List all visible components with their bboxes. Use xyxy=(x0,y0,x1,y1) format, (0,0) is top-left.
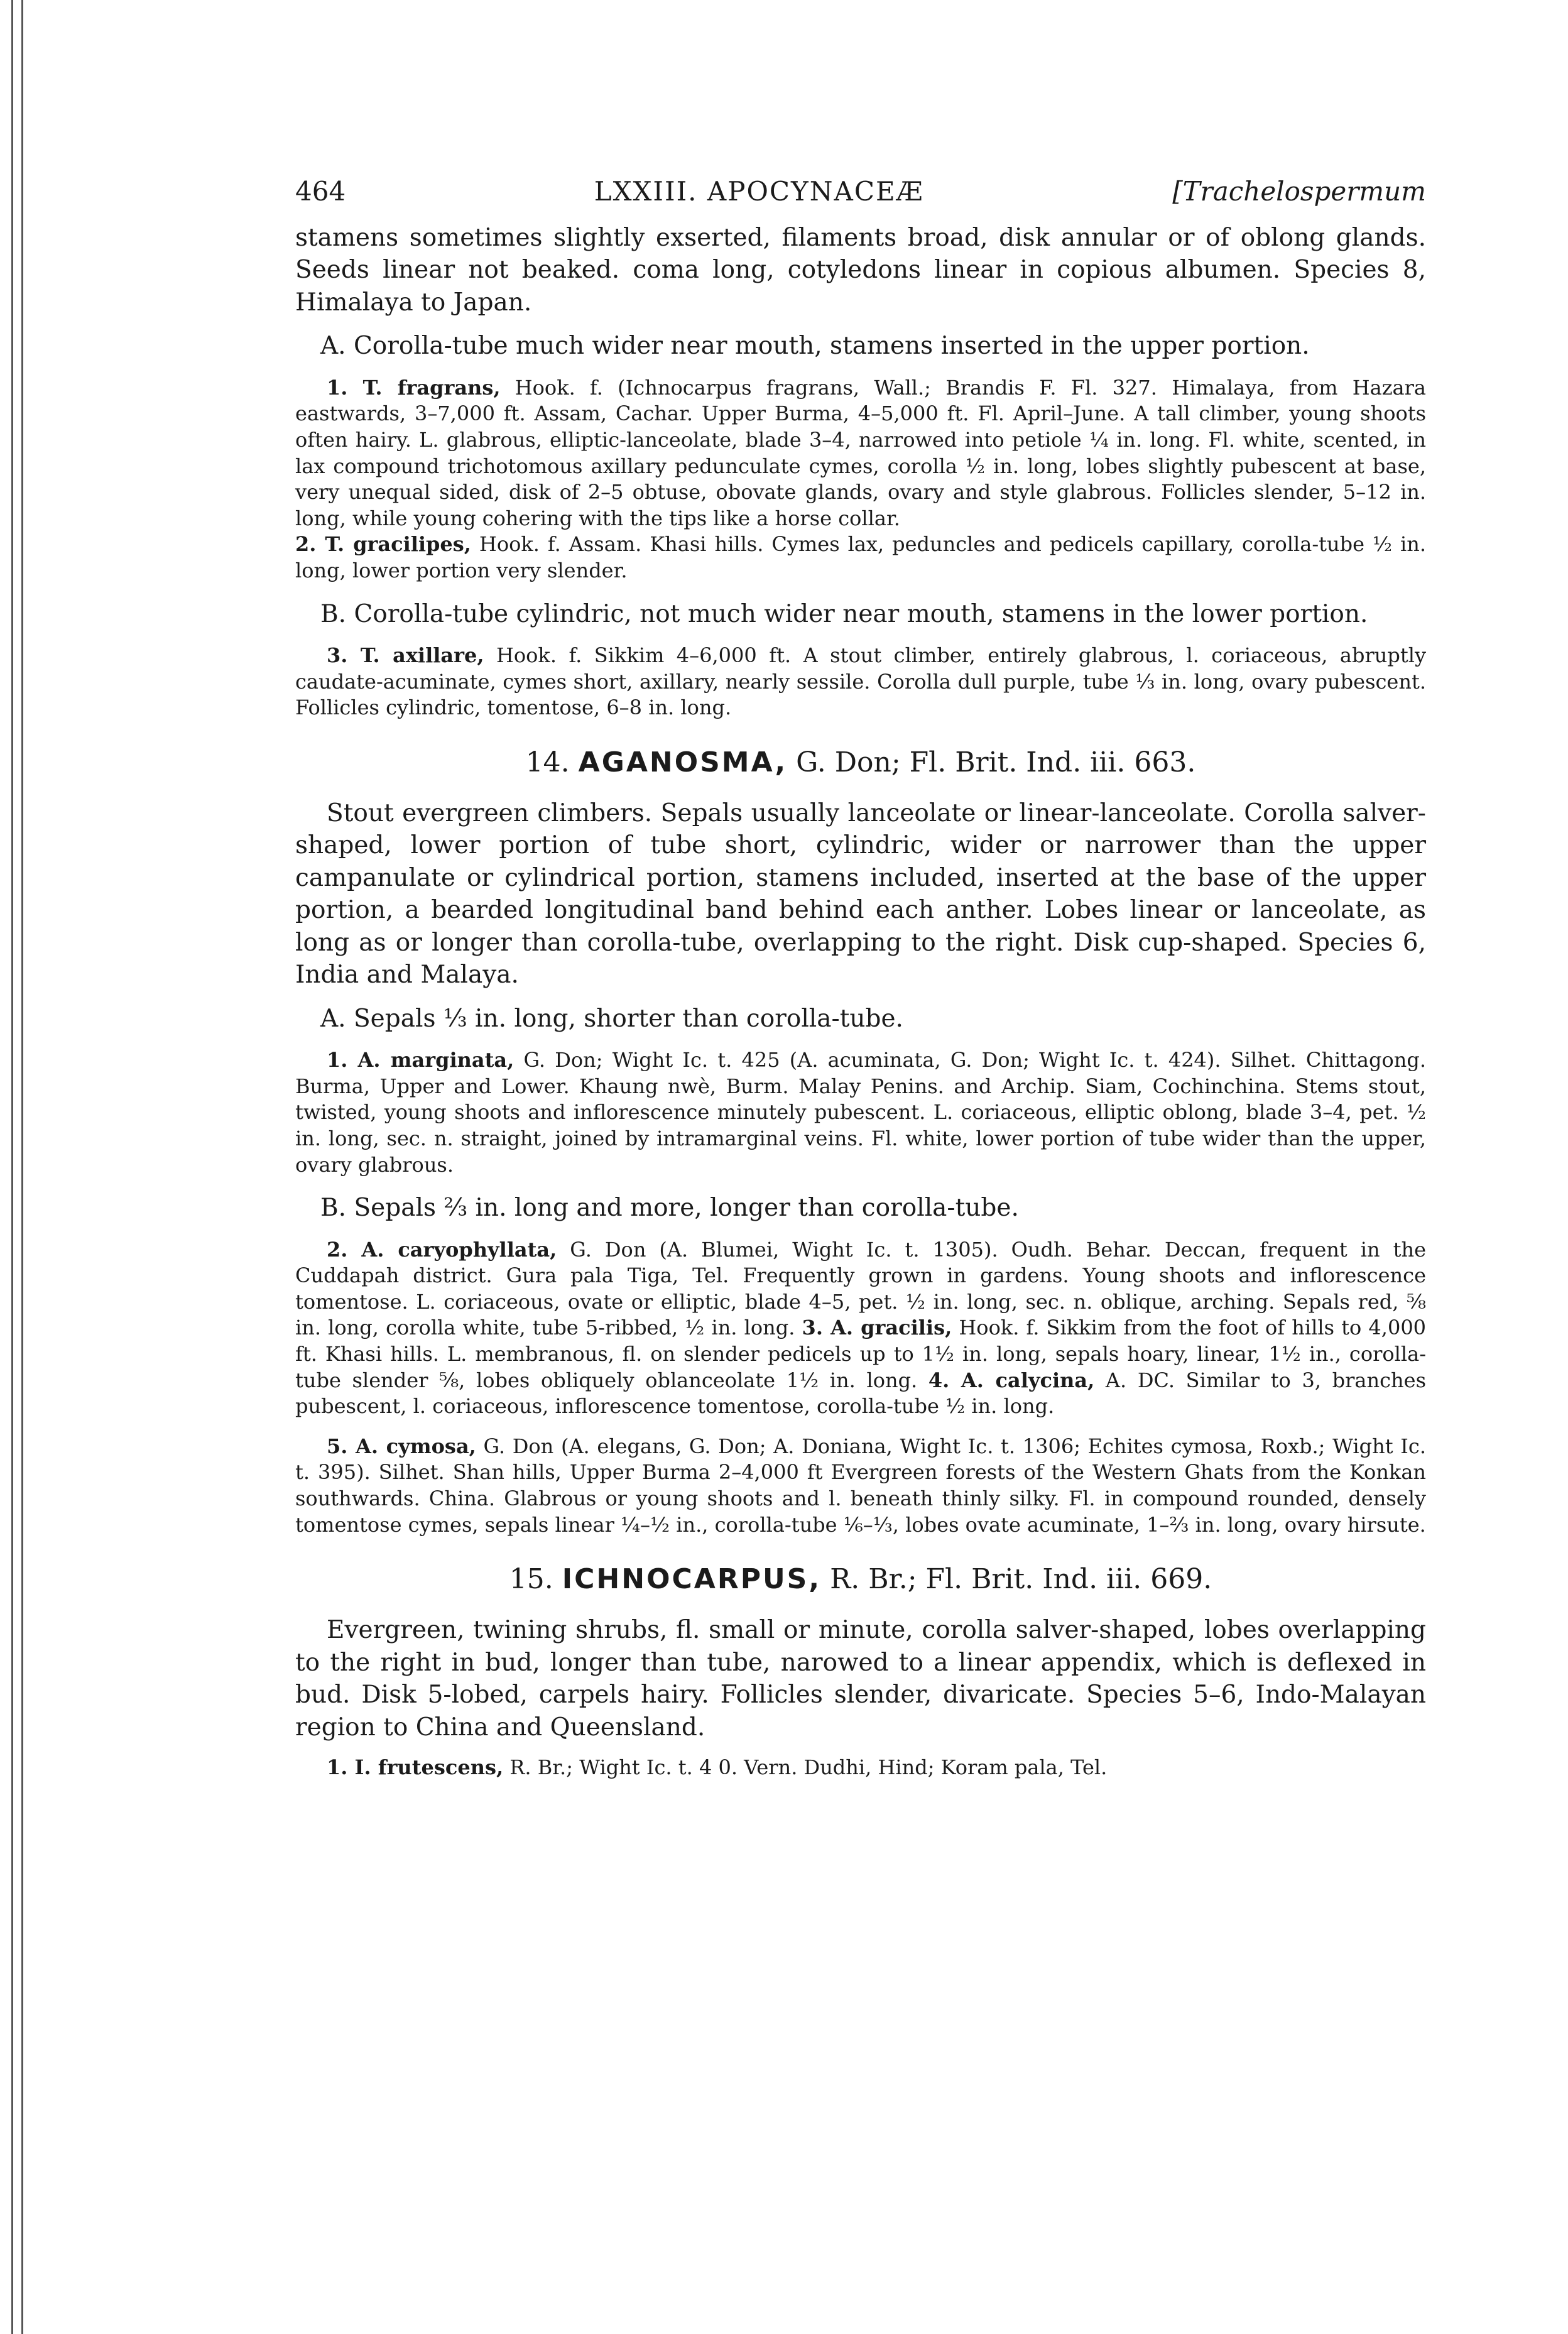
species-entry xyxy=(295,1047,1426,1178)
genus-name: ICHNOCARPUS, xyxy=(562,1563,822,1596)
genus-description: Evergreen, twining shrubs, fl. small or minute, corolla salver-shaped, lobes overlapping to the right in bud, longer than tube, narowed to a linear appendix, which is deflexed in bud. Disk 5-lobed, carpels hairy. Follicles slender, divaricate. Species 5–6, Indo-Malayan region to China and Queensland. xyxy=(295,1616,1426,1742)
species-text: A. DC. Similar to 3, branches pubescent, l. coriaceous, inflorescence tomentose, corolla-tube ½ in. long. xyxy=(295,1368,1426,1419)
species-text: G. Don (A. Blumei, Wight Ic. t. 1305). Oudh. Behar. Deccan, frequent in the Cuddapah district. Gura pala Tiga, Tel. Frequently grown in gardens. Young shoots and inflorescence tomentose. L. coriaceous, ovate or elliptic, blade 4–5, pet. ½ in. long, sec. n. oblique, arching. Sepals red, ⅝ in. long, corolla white, tube 5-ribbed, ½ in. long. xyxy=(295,1237,1427,1340)
running-header xyxy=(295,176,1426,207)
species-name: 3. A. gracilis, xyxy=(802,1316,952,1340)
species-text: G. Don; Wight Ic. t. 425 (A. acuminata, G. Don; Wight Ic. t. 424). Silhet. Chittagong. Burma, Upper and Lower. Khaung nwè, Burm. Malay Penins. and Archip. Siam, Cochinchina. Stems stout, twisted, young shoots and inflorescence minutely pubescent. L. coriaceous, elliptic oblong, blade 3–4, pet. ½ in. long, sec. n. straight, joined by intramarginal veins. Fl. white, lower portion of tube wider than the upper, ovary glabrous. xyxy=(295,1048,1427,1177)
species-text: Hook. f. Sikkim from the foot of hills to 4,000 ft. Khasi hills. L. membranous, fl. on slender pedicels up to 1½ in. long, sepals hoary, linear, 1½ in., corolla-tube slender ⅝, lobes obliquely oblanceolate 1½ in. long. xyxy=(295,1316,1427,1392)
page xyxy=(295,176,1426,1795)
genus-citation: G. Don; Fl. Brit. Ind. iii. 663. xyxy=(796,746,1196,778)
key-b-trachelospermum: B. Corolla-tube cylindric, not much wider near mouth, stamens in the lower portion. xyxy=(320,599,1368,628)
genus-description: Stout evergreen climbers. Sepals usually lanceolate or linear-lanceolate. Corolla salver-shaped, lower portion of tube short, cylindric, wider or narrower than the upper campanulate or cylindrical portion, stamens included, inserted at the base of the upper portion, a bearded longitudinal band behind each anther. Lobes linear or lanceolate, as long as or longer than corolla-tube, overlapping to the right. Disk cup-shaped. Species 6, India and Malaya. xyxy=(295,799,1426,990)
genus-number: 15. xyxy=(509,1563,553,1596)
species-text: R. Br.; Wight Ic. t. 4 0. Vern. Dudhi, Hind; Koram pala, Tel. xyxy=(509,1755,1108,1779)
genus-number: 14. xyxy=(525,746,570,778)
species-entry xyxy=(295,1237,1426,1420)
species-entry xyxy=(295,643,1426,721)
key-b-aganosma: B. Sepals ⅔ in. long and more, longer than corolla-tube. xyxy=(320,1194,1019,1223)
section-title: [Trachelospermum xyxy=(1172,176,1426,207)
species-text: Hook. f. Assam. Khasi hills. Cymes lax, peduncles and pedicels capillary, corolla-tube ½ in. long, lower portion very slender. xyxy=(295,532,1427,583)
running-title: LXXIII. APOCYNACEÆ xyxy=(594,176,924,207)
key-a-aganosma: A. Sepals ⅓ in. long, shorter than corolla-tube. xyxy=(320,1004,903,1033)
genus-citation: R. Br.; Fl. Brit. Ind. iii. 669. xyxy=(830,1563,1212,1596)
page-number: 464 xyxy=(295,176,346,207)
margin-line-right xyxy=(21,0,23,2334)
intro-paragraph: stamens sometimes slightly exserted, filaments broad, disk annular or of oblong glands. Seeds linear not beaked. coma long, cotyledons linear in copious albumen. Species 8, Himalaya to Japan. xyxy=(295,224,1426,317)
genus-name: AGANOSMA, xyxy=(578,746,788,778)
species-entry xyxy=(295,1755,1426,1781)
species-name: 1. A. marginata, xyxy=(327,1048,514,1072)
species-name: 3. T. axillare, xyxy=(327,643,484,668)
genus-heading-aganosma xyxy=(295,746,1426,778)
key-a-trachelospermum: A. Corolla-tube much wider near mouth, stamens inserted in the upper portion. xyxy=(320,332,1310,361)
species-text: Hook. f. Sikkim 4–6,000 ft. A stout climber, entirely glabrous, l. coriaceous, abruptly caudate-acuminate, cymes short, axillary, nearly sessile. Corolla dull purple, tube ⅓ in. long, ovary pubescent. Follicles cylindric, tomentose, 6–8 in. long. xyxy=(295,643,1427,720)
species-name: 1. I. frutescens, xyxy=(327,1755,504,1779)
species-name: 4. A. calycina, xyxy=(928,1368,1095,1392)
species-name: 5. A. cymosa, xyxy=(327,1434,476,1458)
species-text: G. Don (A. elegans, G. Don; A. Doniana, Wight Ic. t. 1306; Echites cymosa, Roxb.; Wight Ic. t. 395). Silhet. Shan hills, Upper Burma 2–4,000 ft Evergreen forests of the Western Ghats from the Konkan southwards. China. Glabrous or young shoots and l. beneath thinly silky. Fl. in compound rounded, densely tomentose cymes, sepals linear ¼–½ in., corolla-tube ⅙–⅓, lobes ovate acuminate, 1–⅔ in. long, ovary hirsute. xyxy=(295,1434,1427,1537)
species-name: 2. T. gracilipes, xyxy=(295,532,471,557)
species-text: Hook. f. (Ichnocarpus fragrans, Wall.; Brandis F. Fl. 327. Himalaya, from Hazara eastwards, 3–7,000 ft. Assam, Cachar. Upper Burma, 4–5,000 ft. Fl. April–June. A tall climber, young shoots often hairy. L. glabrous, elliptic-lanceolate, blade 3–4, narrowed into petiole ¼ in. long. Fl. white, scented, in lax compound trichotomous axillary pedunculate cymes, corolla ½ in. long, lobes slightly pubescent at base, very unequal sided, disk of 2–5 obtuse, obovate glands, ovary and style glabrous. Follicles slender, 5–12 in. long, while young cohering with the tips like a horse collar. xyxy=(295,375,1427,530)
species-name: 1. T. fragrans, xyxy=(327,375,501,400)
genus-heading-ichnocarpus xyxy=(295,1563,1426,1595)
species-entry xyxy=(295,1434,1426,1538)
species-entry xyxy=(295,375,1426,584)
margin-line-left xyxy=(11,0,13,2334)
species-name: 2. A. caryophyllata, xyxy=(327,1237,557,1262)
